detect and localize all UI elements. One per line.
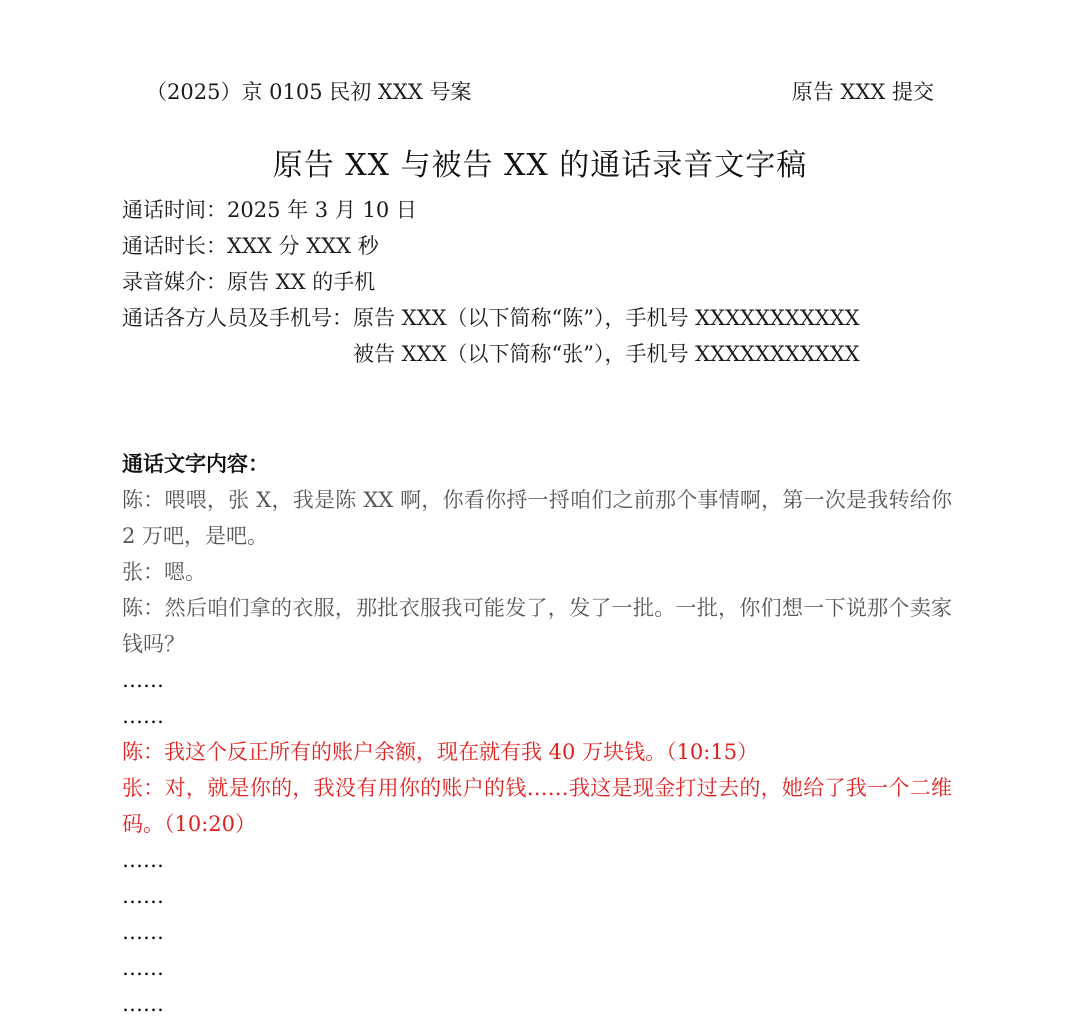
transcript-ellipsis: …… — [122, 992, 164, 1016]
recording-medium-row — [122, 264, 952, 300]
call-time-value: 2025 年 3 月 10 日 — [227, 198, 417, 222]
transcript-ellipsis: …… — [122, 884, 164, 908]
transcript-utterance-highlighted: 陈：我这个反正所有的账户余额，现在就有我 40 万块钱。（10:15） — [122, 740, 759, 764]
recording-medium-label: 录音媒介： — [122, 270, 227, 294]
call-duration-row — [122, 228, 952, 264]
transcript-ellipsis: …… — [122, 956, 164, 980]
parties-list — [353, 300, 860, 372]
party-defendant: 被告 XXX（以下简称“张”），手机号 XXXXXXXXXXX — [353, 342, 860, 366]
recording-medium-value: 原告 XX 的手机 — [227, 270, 376, 294]
transcript-ellipsis: …… — [122, 668, 164, 692]
document-title: 原告 XX 与被告 XX 的通话录音文字稿 — [272, 148, 808, 183]
call-duration-label: 通话时长： — [122, 234, 227, 258]
parties-label: 通话各方人员及手机号： — [122, 306, 353, 330]
transcript-utterance: 张：嗯。 — [122, 560, 206, 584]
transcript-utterance-highlighted: 张：对，就是你的，我没有用你的账户的钱……我这是现金打过去的，她给了我一个二维码。（10:20） — [122, 776, 952, 836]
transcript-ellipsis: …… — [122, 704, 164, 728]
transcript-ellipsis: …… — [122, 848, 164, 872]
transcript-utterance: 陈：然后咱们拿的衣服，那批衣服我可能发了，发了一批。一批，你们想一下说那个卖家钱吗？ — [122, 596, 952, 656]
transcript-ellipsis: …… — [122, 920, 164, 944]
call-metadata — [122, 192, 952, 372]
call-time-label: 通话时间： — [122, 198, 227, 222]
case-number: （2025）京 0105 民初 XXX 号案 — [146, 80, 472, 104]
submitter-label: 原告 XXX 提交 — [791, 80, 934, 104]
party-plaintiff: 原告 XXX（以下简称“陈”），手机号 XXXXXXXXXXX — [353, 306, 860, 330]
call-duration-value: XXX 分 XXX 秒 — [227, 234, 379, 258]
transcript-heading: 通话文字内容： — [122, 451, 269, 476]
parties-row — [122, 300, 952, 372]
call-time-row — [122, 192, 952, 228]
transcript-section — [122, 446, 952, 1022]
transcript-utterance: 陈：喂喂，张 X，我是陈 XX 啊，你看你捋一捋咱们之前那个事情啊，第一次是我转给你 2 万吧，是吧。 — [122, 488, 952, 548]
document-header — [0, 76, 1080, 108]
transcript-lines — [122, 482, 952, 1022]
